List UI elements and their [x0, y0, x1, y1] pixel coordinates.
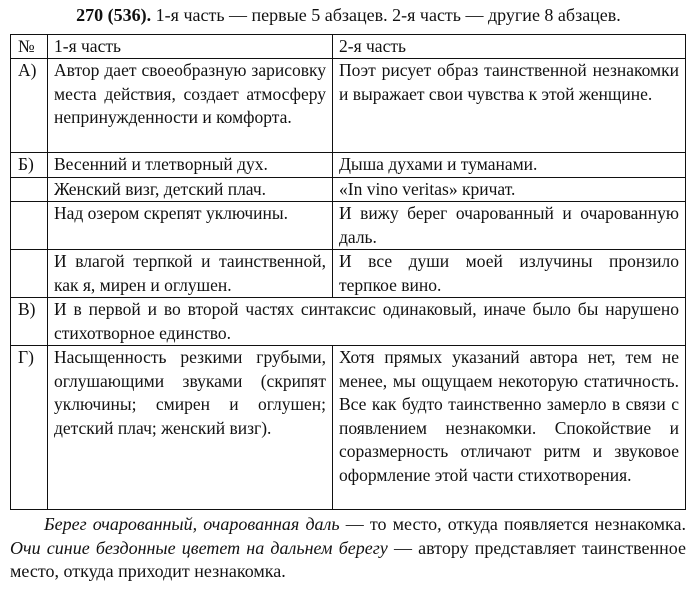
table-row [11, 202, 686, 250]
table-header-row [11, 35, 686, 59]
row-part2: «In vino veritas» кричат. [333, 177, 686, 202]
closing-text-2: — автору представляет таинственное место, откуда приходит незнакомка. [10, 537, 686, 581]
row-part1: Над озером скрепят уключины. [48, 202, 333, 250]
row-label [11, 202, 48, 250]
table-row [11, 59, 686, 153]
row-label: А) [11, 59, 48, 153]
answer-table [10, 34, 686, 510]
row-part2: Дыша духами и туманами. [333, 153, 686, 178]
table-row [11, 177, 686, 202]
closing-text [10, 513, 686, 584]
header-part2: 2-я часть [333, 35, 686, 59]
row-part1: И влагой терпкой и таинственной, как я, мирен и оглушен. [48, 250, 333, 298]
quote-1: Берег очарованный, очарованная даль [44, 514, 340, 534]
row-label [11, 250, 48, 298]
exercise-heading [0, 4, 697, 26]
table-row [11, 346, 686, 510]
header-number: № [11, 35, 48, 59]
row-label [11, 177, 48, 202]
row-part2: И все души моей излучины пронзило терпкое вино. [333, 250, 686, 298]
row-part1: Автор дает своеобразную зарисовку места действия, создает атмосферу непринужденности и комфорта. [48, 59, 333, 153]
closing-text-1: — то место, откуда появляется незнакомка. [339, 514, 686, 534]
row-part2: Поэт рисует образ таинственной незнакомки и выражает свои чувства к этой женщине. [333, 59, 686, 153]
closing-paragraph [10, 513, 686, 584]
row-part1: Женский визг, детский плач. [48, 177, 333, 202]
table-row [11, 250, 686, 298]
row-label: Б) [11, 153, 48, 178]
row-part2: И вижу берег очарованный и очарованную даль. [333, 202, 686, 250]
exercise-description: 1-я часть — первые 5 абзацев. 2-я часть — другие 8 абзацев. [151, 5, 621, 25]
table-row [11, 298, 686, 346]
row-part2: Хотя прямых указаний автора нет, тем не менее, мы ощущаем некоторую статичность. Все как будто таинственно замерло в связи с появлением незнакомки. Спокойствие и соразмерность отличают ритм и звуковое оформление этой части стихотворения. [333, 346, 686, 510]
row-label: Г) [11, 346, 48, 510]
row-part1: Весенний и тлетворный дух. [48, 153, 333, 178]
row-part1: Насыщенность резкими грубыми, оглушающими звуками (скрипят уключины; смирен и оглушен; детский плач; женский визг). [48, 346, 333, 510]
row-merged: И в первой и во второй частях синтаксис одинаковый, иначе было бы нарушено стихотворное единство. [48, 298, 686, 346]
header-part1: 1-я часть [48, 35, 333, 59]
quote-2: Очи синие бездонные цветет на дальнем берегу [10, 537, 388, 558]
row-label: В) [11, 298, 48, 346]
table-row [11, 153, 686, 178]
exercise-number: 270 (536). [76, 5, 152, 25]
